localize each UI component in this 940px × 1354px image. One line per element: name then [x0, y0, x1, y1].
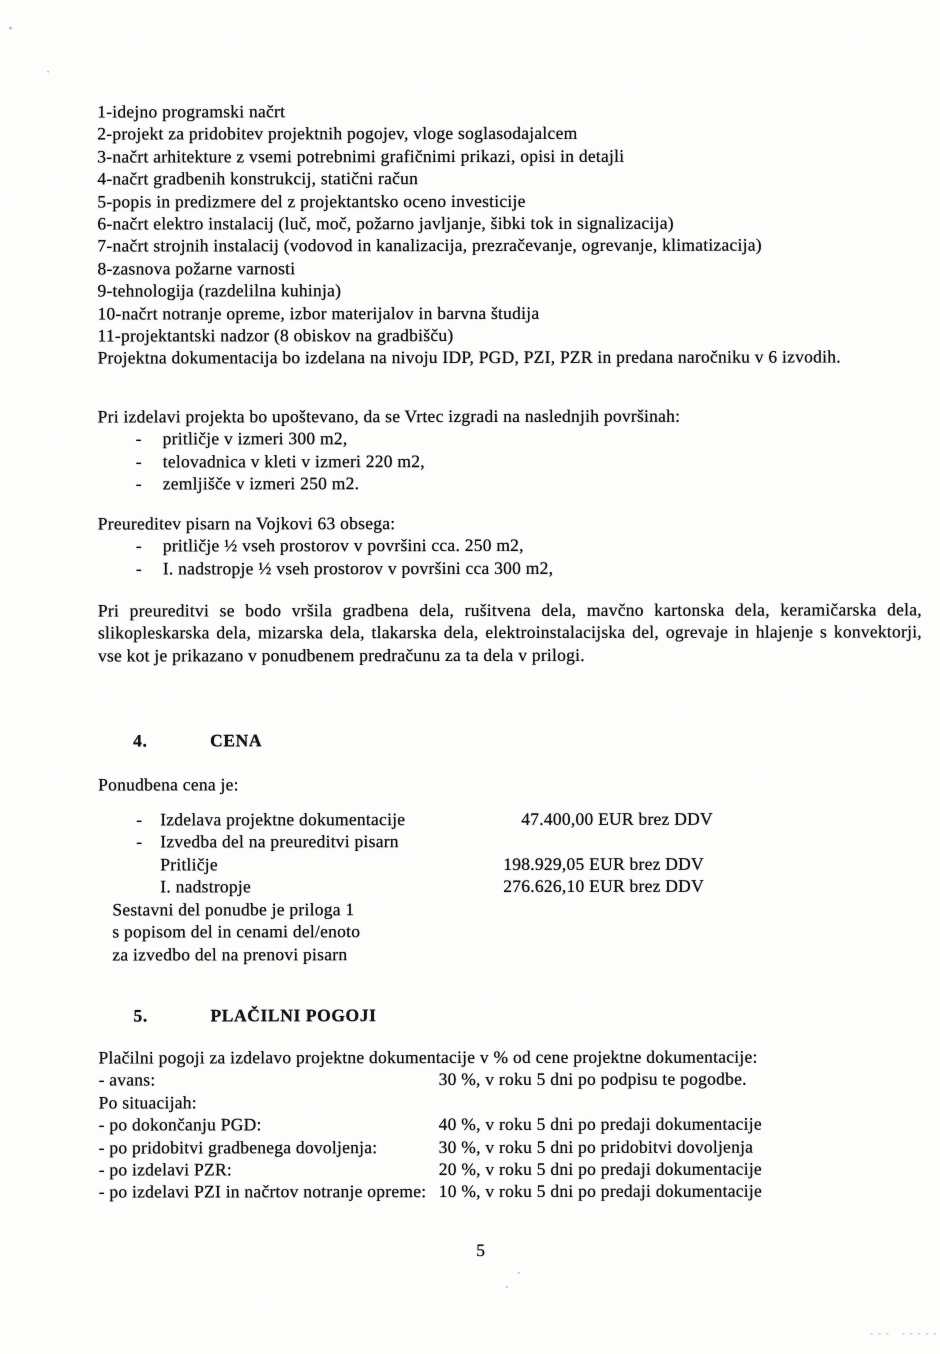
documentation-delivery-note: Projektna dokumentacija bo izdelana na nivoju IDP, PGD, PZI, PZR in predana naročniku v 6 izvodih. — [98, 346, 922, 370]
payment-row — [99, 1113, 923, 1137]
list-item: 5-popis in predizmere del z projektantsko oceno investicije — [97, 189, 921, 213]
list-item: 8-zasnova požarne varnosti — [97, 256, 921, 280]
bullet-dash: - — [136, 450, 163, 472]
list-item-text: I. nadstropje ½ vseh prostorov v površini cca 300 m2, — [163, 557, 553, 580]
payment-value: 30 %, v roku 5 dni po podpisu te pogodbe. — [439, 1068, 747, 1091]
price-value: 47.400,00 EUR brez DDV — [521, 808, 713, 831]
vrtec-intro: Pri izdelavi projekta bo upoštevano, da se Vrtec izgradi na naslednjih površinah: — [98, 404, 922, 428]
payment-value: 40 %, v roku 5 dni po predaji dokumentacije — [439, 1113, 762, 1136]
list-item: 6-načrt elektro instalacij (luč, moč, požarno javljanje, šibki tok in signalizacija) — [97, 211, 921, 235]
list-item-text: pritličje v izmeri 300 m2, — [163, 428, 348, 451]
list-item: 4-načrt gradbenih konstrukcij, statični račun — [97, 167, 921, 191]
list-item-text: zemljišče v izmeri 250 m2. — [163, 472, 360, 495]
offer-attachment-note — [98, 897, 922, 965]
price-table — [98, 807, 922, 898]
payment-value: 10 %, v roku 5 dni po predaji dokumentacije — [439, 1180, 762, 1203]
section-heading-placilni-pogoji — [98, 1003, 922, 1027]
price-row — [98, 875, 922, 899]
bullet-dash: - — [136, 808, 142, 830]
payment-value: 20 %, v roku 5 dni po predaji dokumentacije — [439, 1158, 762, 1181]
payment-label: - po izdelavi PZR: — [99, 1158, 439, 1181]
price-label: I. nadstropje — [160, 875, 251, 898]
note-line: s popisom del in cenami del/enoto — [112, 920, 922, 944]
list-item: 10-načrt notranje opreme, izbor materijalov in barvna študija — [97, 301, 921, 325]
list-item-text: pritličje ½ vseh prostorov v površini cca. 250 m2, — [163, 534, 524, 557]
bullet-dash: - — [136, 535, 163, 557]
payment-label: Po situacijah: — [99, 1091, 439, 1114]
price-row — [98, 807, 922, 831]
list-item — [98, 534, 922, 558]
bullet-dash: - — [136, 557, 163, 579]
list-item: 9-tehnologija (razdelilna kuhinja) — [97, 279, 921, 303]
section-number: 4. — [133, 729, 210, 752]
bullet-dash: - — [136, 473, 163, 495]
cena-intro: Ponudbena cena je: — [98, 772, 922, 796]
price-label: Izdelava projektne dokumentacije — [160, 808, 405, 831]
payment-row — [99, 1157, 923, 1181]
payment-row — [99, 1135, 923, 1159]
section-title: PLAČILNI POGOJI — [210, 1004, 376, 1027]
price-row — [98, 830, 922, 854]
list-item: 2-projekt za pridobitev projektnih pogojev, vloge soglasodajalcem — [97, 122, 921, 146]
works-paragraph: Pri preureditvi se bodo vršila gradbena dela, rušitvena dela, mavčno kartonska dela, keramičarska dela, slikopleskarska dela, mizarska dela, tlakarska dela, elektroinstalacijska del, ogrevaje in hlajenje s konvektorji, vse kot je prikazano v ponudbenem predračunu za ta dela v prilogi. — [98, 598, 922, 666]
vrtec-section — [98, 404, 922, 495]
payment-intro: Plačilni pogoji za izdelavo projektne dokumentacije v % od cene projektne dokumentacije: — [99, 1045, 923, 1069]
payment-value: 30 %, v roku 5 dni po pridobitvi dovoljenja — [439, 1135, 754, 1158]
preureditev-intro: Preureditev pisarn na Vojkovi 63 obsega: — [98, 511, 922, 535]
list-item-text: telovadnica v kleti v izmeri 220 m2, — [163, 450, 425, 473]
list-item: 11-projektantski nadzor (8 obiskov na gradbišču) — [98, 323, 922, 347]
scan-speck — [9, 27, 12, 30]
payment-label: - po dokončanju PGD: — [99, 1113, 439, 1136]
price-value: 198.929,05 EUR brez DDV — [503, 852, 704, 875]
page-number: 5 — [459, 1239, 503, 1261]
list-item — [98, 472, 922, 496]
bullet-dash: - — [136, 428, 163, 450]
list-item: 1-idejno programski načrt — [97, 99, 921, 123]
list-item: 7-načrt strojnih instalacij (vodovod in kanalizacija, prezračevanje, ogrevanje, klimatizacija) — [97, 234, 921, 258]
payment-row — [99, 1180, 923, 1204]
price-label: Pritličje — [160, 853, 218, 875]
list-item — [98, 427, 922, 451]
bullet-dash: - — [136, 831, 142, 853]
payment-label: - avans: — [99, 1068, 439, 1091]
price-row — [98, 852, 922, 876]
list-item — [98, 449, 922, 473]
project-scope-list — [97, 99, 921, 369]
scan-speck — [47, 71, 49, 73]
payment-label: - po pridobitvi gradbenega dovoljenja: — [99, 1136, 439, 1159]
scan-speck — [518, 1272, 520, 1274]
list-item: 3-načrt arhitekture z vsemi potrebnimi grafičnimi prikazi, opisi in detajli — [97, 144, 921, 168]
price-value: 276.626,10 EUR brez DDV — [503, 875, 704, 898]
payment-row — [99, 1068, 923, 1092]
payment-label: - po izdelavi PZI in načrtov notranje opreme: — [99, 1180, 439, 1203]
price-label: Izvedba del na preureditvi pisarn — [160, 830, 399, 853]
section-title: CENA — [210, 729, 262, 751]
payment-terms — [99, 1045, 923, 1203]
preureditev-section — [98, 511, 922, 579]
payment-row — [99, 1090, 923, 1114]
list-item — [98, 556, 922, 580]
section-heading-cena — [98, 728, 922, 752]
section-number: 5. — [133, 1004, 210, 1027]
note-line: za izvedbo del na prenovi pisarn — [112, 942, 922, 966]
note-line: Sestavni del ponudbe je priloga 1 — [112, 897, 922, 921]
scan-artifact: --- ----- — [869, 1329, 940, 1339]
scan-speck — [506, 1286, 508, 1288]
